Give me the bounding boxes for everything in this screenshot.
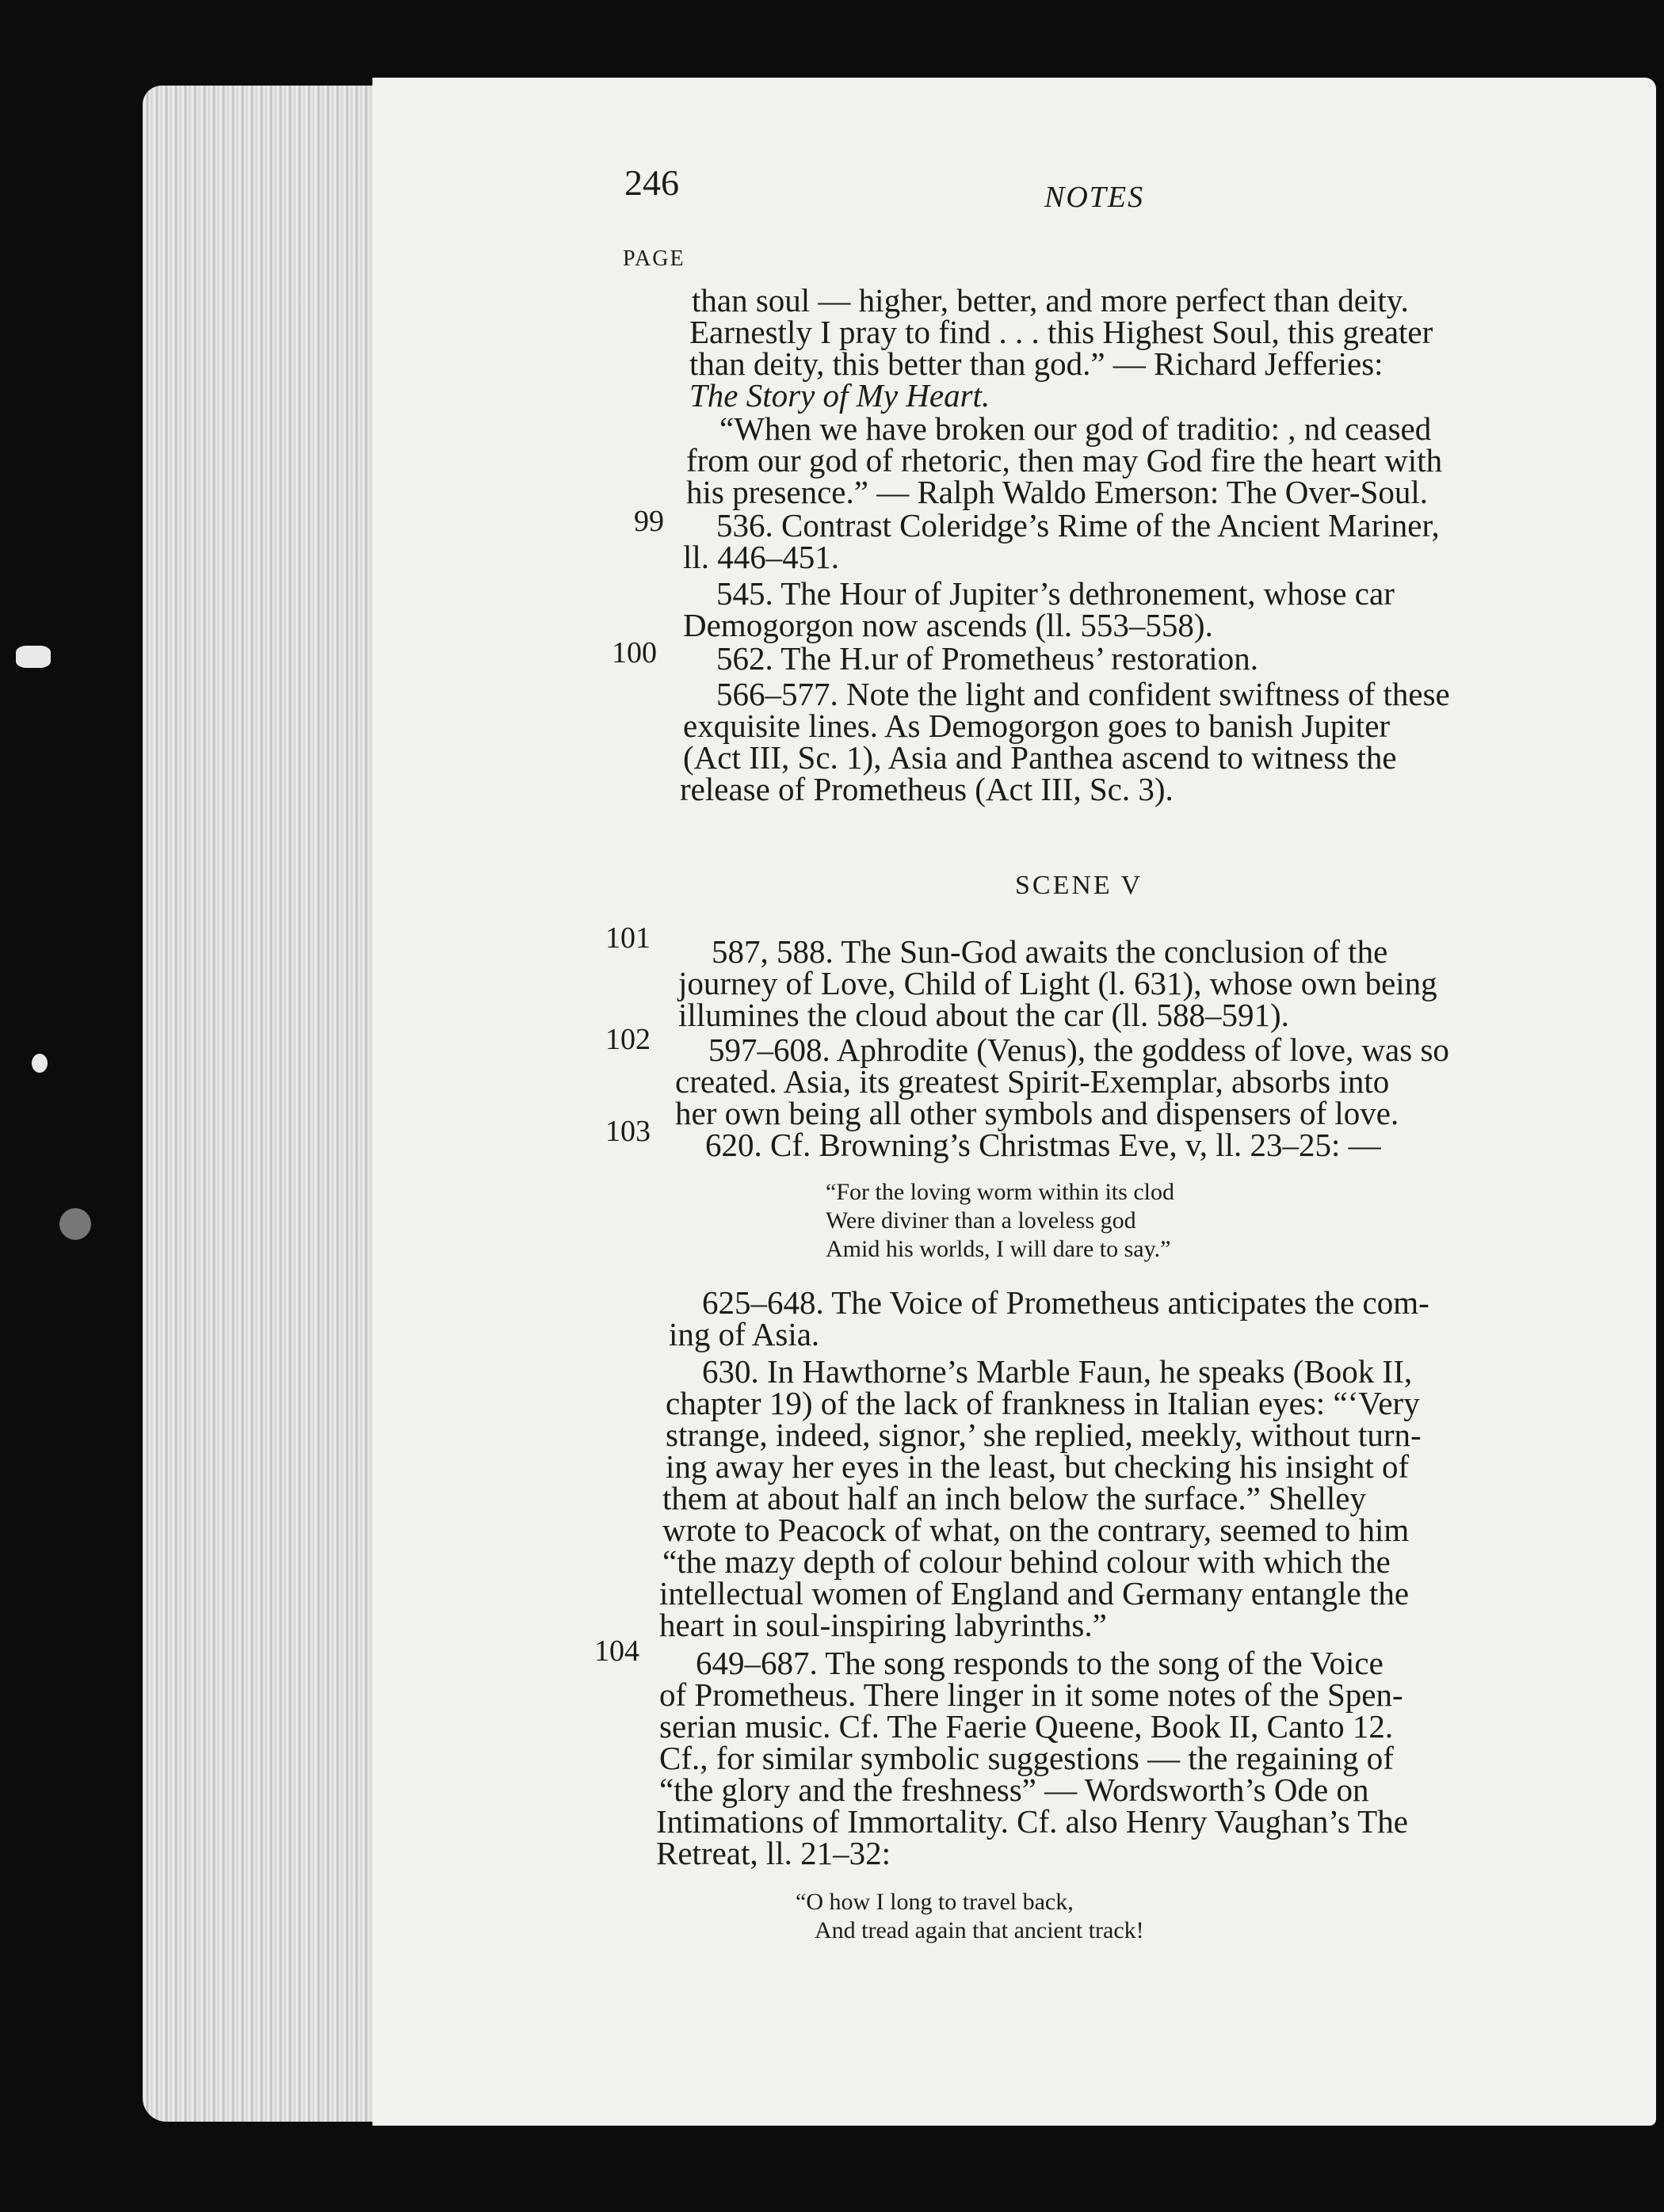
text-line: “When we have broken our god of traditio: , nd ceased [719, 410, 1432, 447]
text-line: than soul — higher, better, and more perfect than deity. [692, 282, 1409, 318]
page-ref: 100 [612, 636, 657, 669]
text-line: “the mazy depth of colour behind colour with which the [662, 1543, 1391, 1580]
scan-speck [32, 1054, 48, 1073]
text-line: created. Asia, its greatest Spirit-Exemplar, absorbs into [675, 1063, 1390, 1100]
text-line: Demogorgon now ascends (ll. 553–558). [683, 607, 1213, 643]
text-line: serian music. Cf. The Faerie Queene, Book II, Canto 12. [659, 1708, 1394, 1745]
page-ref: 102 [605, 1023, 651, 1056]
text-line: Earnestly I pray to find . . . this Highest Soul, this greater [689, 314, 1433, 350]
text-line: 649–687. The song responds to the song of the Voice [696, 1645, 1383, 1681]
quote-line: “O how I long to travel back, [796, 1889, 1074, 1915]
quote-line: Amid his worlds, I will dare to say.” [826, 1236, 1171, 1262]
text-line: journey of Love, Child of Light (l. 631), whose own being [678, 965, 1437, 1001]
text-line: intellectual women of England and Germany entangle the [659, 1575, 1410, 1611]
text-line: 536. Contrast Coleridge’s Rime of the Ancient Mariner, [716, 507, 1440, 543]
text-line: from our god of rhetoric, then may God fire the heart with [686, 442, 1443, 479]
text-line: “the glory and the freshness” — Wordsworth’s Ode on [659, 1772, 1369, 1808]
text-line: ing of Asia. [669, 1316, 820, 1352]
text-line: release of Prometheus (Act III, Sc. 3). [680, 771, 1174, 807]
text-line: Cf., for similar symbolic suggestions — the regaining of [659, 1740, 1394, 1776]
page-ref: 103 [605, 1115, 651, 1148]
text-line: than deity, this better than god.” — Richard Jefferies: [689, 345, 1383, 382]
text-line: 630. In Hawthorne’s Marble Faun, he speaks (Book II, [702, 1353, 1413, 1390]
book-page-edges [143, 86, 396, 2122]
text-line: wrote to Peacock of what, on the contrary, seemed to him [662, 1512, 1410, 1548]
text-line: 587, 588. The Sun-God awaits the conclusion of the [712, 933, 1388, 970]
quote-line: Were diviner than a loveless god [826, 1207, 1136, 1234]
text-line: illumines the cloud about the car (ll. 588–591). [678, 997, 1289, 1033]
text-line: ll. 446–451. [683, 539, 840, 575]
text-line: 625–648. The Voice of Prometheus anticipates the com- [702, 1284, 1429, 1321]
page-ref: 101 [605, 921, 651, 955]
page-number: 246 [624, 162, 679, 203]
text-line: The Story of My Heart. [689, 377, 990, 414]
page-column-label: PAGE [623, 246, 685, 271]
text-line: chapter 19) of the lack of frankness in Italian eyes: “‘Very [666, 1385, 1420, 1421]
quote-line: “For the loving worm within its clod [826, 1179, 1174, 1205]
text-line: Retreat, ll. 21–32: [656, 1835, 891, 1871]
text-line: exquisite lines. As Demogorgon goes to banish Jupiter [683, 707, 1391, 744]
text-line: (Act III, Sc. 1), Asia and Panthea ascend to witness the [683, 739, 1397, 776]
scan-speck [59, 1208, 91, 1240]
page-ref: 99 [634, 505, 664, 538]
text-line: 597–608. Aphrodite (Venus), the goddess of love, was so [708, 1032, 1449, 1068]
running-title: NOTES [1044, 181, 1145, 214]
quote-line: And tread again that ancient track! [815, 1917, 1144, 1943]
text-line: 545. The Hour of Jupiter’s dethronement, whose car [716, 575, 1395, 612]
text-line: of Prometheus. There linger in it some notes of the Spen- [659, 1676, 1403, 1713]
text-line: Intimations of Immortality. Cf. also Henry Vaughan’s The [656, 1803, 1408, 1840]
text-line: 562. The H.ur of Prometheus’ restoration. [716, 640, 1258, 677]
page-ref: 104 [594, 1634, 639, 1668]
scene-heading: SCENE V [1015, 871, 1143, 900]
text-line: his presence.” — Ralph Waldo Emerson: The Over-Soul. [686, 474, 1429, 510]
text-line: them at about half an inch below the surface.” Shelley [662, 1480, 1367, 1516]
text-line: ing away her eyes in the least, but checking his insight of [666, 1448, 1410, 1485]
text-line: 566–577. Note the light and confident swiftness of these [716, 676, 1450, 712]
text-line: 620. Cf. Browning’s Christmas Eve, v, ll. 23–25: — [705, 1127, 1381, 1163]
text-line: heart in soul-inspiring labyrinths.” [659, 1607, 1107, 1643]
text-line: strange, indeed, signor,’ she replied, meekly, without turn- [666, 1417, 1422, 1453]
scan-speck [16, 646, 51, 668]
text-line: her own being all other symbols and dispensers of love. [675, 1095, 1399, 1131]
